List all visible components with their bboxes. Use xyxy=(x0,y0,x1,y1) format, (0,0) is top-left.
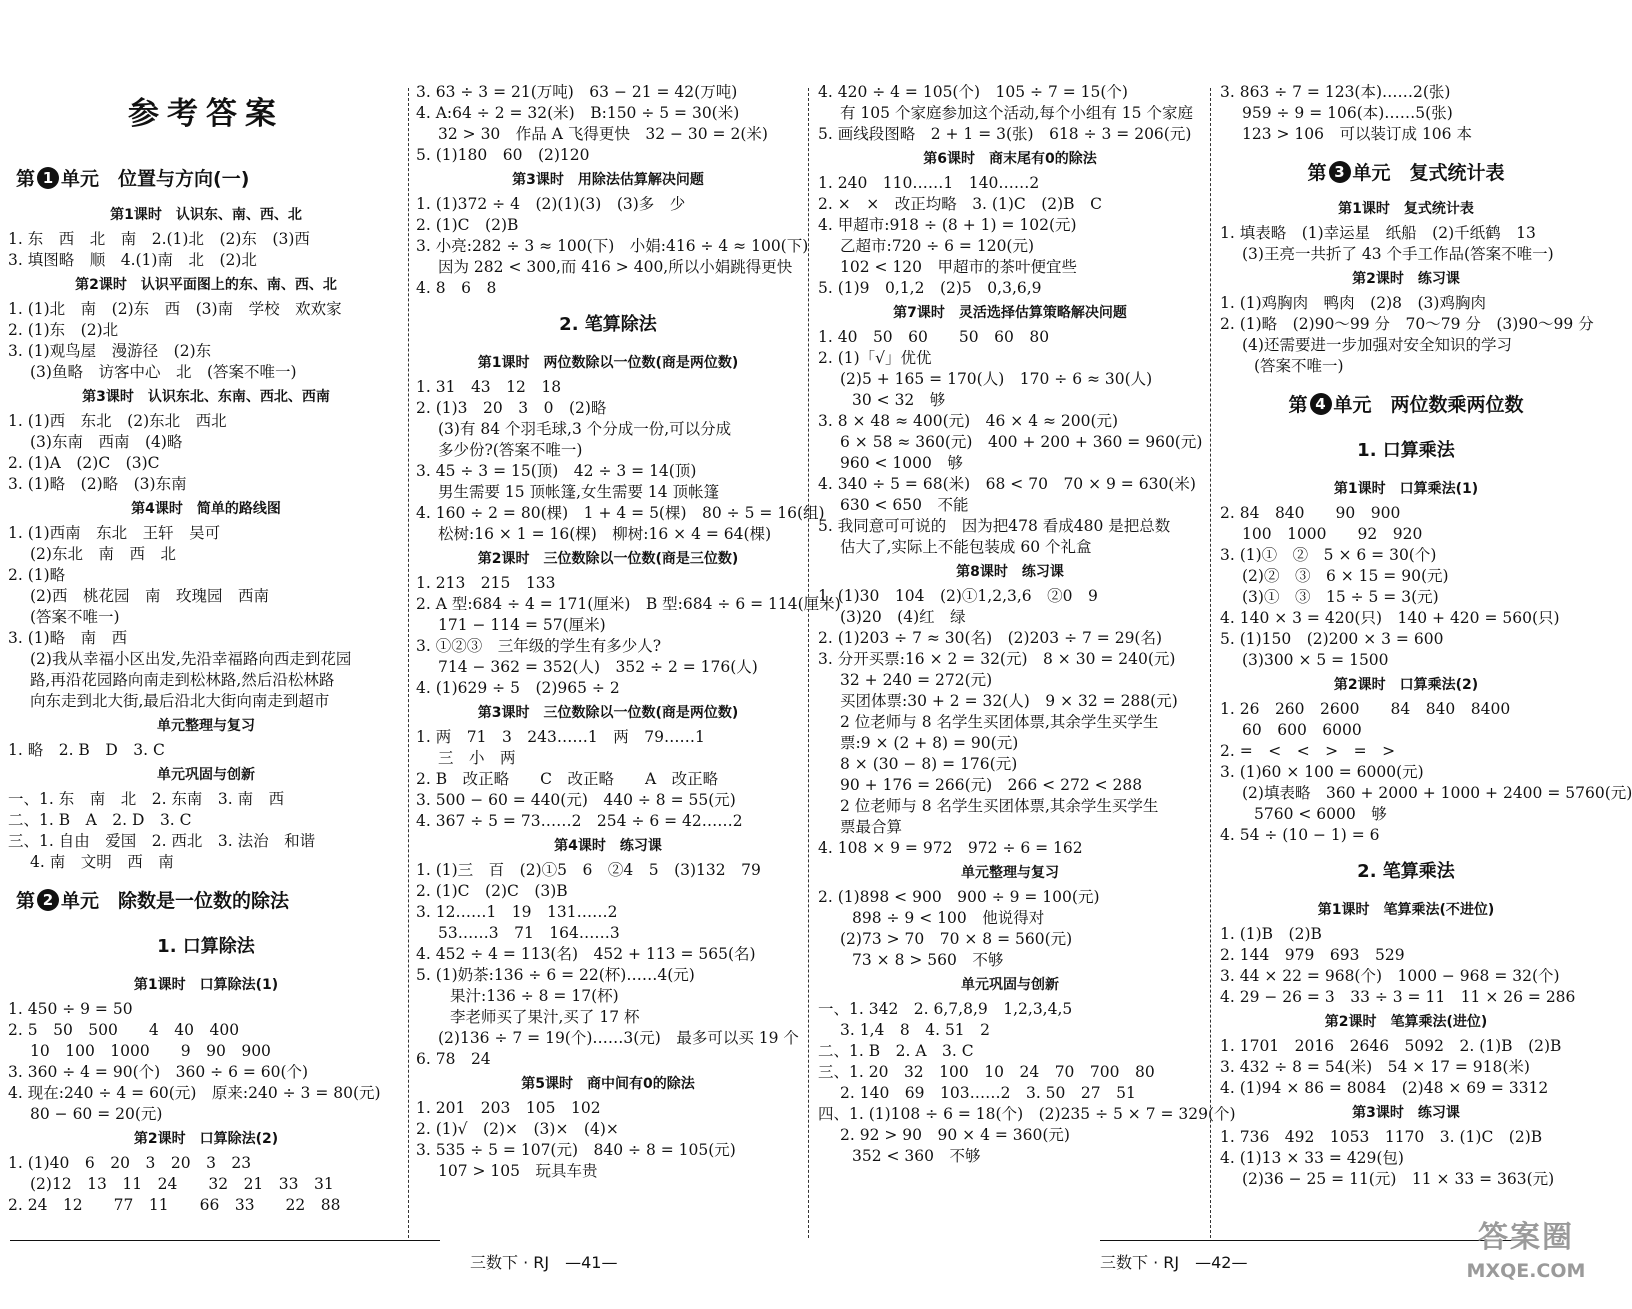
section-heading: 2. 笔算除法 xyxy=(559,314,657,335)
answer-line: 4. (1)13 × 33 = 429(包) xyxy=(1220,1149,1404,1167)
answer-line: 三 小 两 xyxy=(438,749,516,767)
answer-line: 1. 东 西 北 南 2.(1)北 (2)东 (3)西 xyxy=(8,230,310,248)
answer-line: 1. 240 110……1 140……2 xyxy=(818,174,1040,192)
answer-line: 30 < 32 够 xyxy=(852,391,946,409)
unit-prefix: 第 xyxy=(16,168,36,190)
answer-line: 3. 1,4 8 4. 51 2 xyxy=(840,1021,991,1039)
answer-line: (3)东南 西南 (4)略 xyxy=(30,433,183,451)
answer-line: 1. (1)鸡胸肉 鸭肉 (2)8 (3)鸡胸肉 xyxy=(1220,294,1486,312)
unit-number-badge: 2 xyxy=(37,889,59,911)
lesson-heading: 第6课时 商末尾有0的除法 xyxy=(923,151,1097,167)
answer-line: 估大了,实际上不能包装成 60 个礼盒 xyxy=(840,538,1092,556)
lesson-heading: 第1课时 两位数除以一位数(商是两位数) xyxy=(477,355,739,371)
lesson-heading: 第1课时 认识东、南、西、北 xyxy=(110,207,302,223)
answer-line: (2)12 13 11 24 32 21 33 31 xyxy=(30,1175,334,1193)
answer-line: 352 < 360 不够 xyxy=(852,1147,981,1165)
col1-block-a xyxy=(8,203,404,873)
answer-line: 3. 432 ÷ 8 = 54(米) 54 × 17 = 918(米) xyxy=(1220,1058,1530,1076)
answer-line: 乙超市:720 ÷ 6 = 120(元) xyxy=(840,237,1035,255)
column-4 xyxy=(1220,82,1632,1232)
col3-block xyxy=(818,82,1236,1167)
answer-line: 4. (1)94 × 86 = 8084 (2)48 × 69 = 3312 xyxy=(1220,1079,1549,1097)
answer-line: 5. 画线段图略 2 + 1 = 3(张) 618 ÷ 3 = 206(元) xyxy=(818,125,1192,143)
answer-line: 960 < 1000 够 xyxy=(840,454,963,472)
answer-line: 四、1. (1)108 ÷ 6 = 18(个) (2)235 ÷ 5 × 7 = 329(个) xyxy=(818,1105,1236,1123)
answer-line: 2. 24 12 77 11 66 33 22 88 xyxy=(8,1196,341,1214)
answer-line: 2. 5 50 500 4 40 400 xyxy=(8,1021,240,1039)
unit-prefix: 第 xyxy=(16,890,36,912)
section-heading: 1. 口算除法 xyxy=(157,936,255,957)
answer-line: 3. 8 × 48 ≈ 400(元) 46 × 4 ≈ 200(元) xyxy=(818,412,1119,430)
answer-line: 4. 8 6 8 xyxy=(416,279,497,297)
answer-line: 4. A:64 ÷ 2 = 32(米) B:150 ÷ 5 = 30(米) xyxy=(416,104,740,122)
answer-line: 2. (1)3 20 3 0 (2)略 xyxy=(416,399,607,417)
lesson-heading: 第2课时 认识平面图上的东、南、西、北 xyxy=(75,277,337,293)
answer-line: 因为 282 < 300,而 416 > 400,所以小娟跳得更快 xyxy=(438,258,793,276)
answer-line: 3. (1)① ② 5 × 6 = 30(个) xyxy=(1220,546,1437,564)
lesson-heading: 第1课时 复式统计表 xyxy=(1338,201,1474,217)
answer-line: 2. = < < > = > xyxy=(1220,742,1396,760)
answer-line: 123 > 106 可以装订成 106 本 xyxy=(1242,125,1472,143)
answer-line: 2 位老师与 8 名学生买团体票,其余学生买学生 xyxy=(840,713,1159,731)
answer-line: 李老师买了果汁,买了 17 杯 xyxy=(450,1008,640,1026)
answer-line: 2 位老师与 8 名学生买团体票,其余学生买学生 xyxy=(840,797,1159,815)
answer-line: 路,再沿花园路向南走到松林路,然后沿松林路 xyxy=(30,671,335,689)
answer-line: 1. 略 2. B D 3. C xyxy=(8,741,165,759)
answer-line: 90 + 176 = 266(元) 266 < 272 < 288 xyxy=(840,776,1143,794)
section-heading: 1. 口算乘法 xyxy=(1357,440,1455,461)
answer-line: 3. (1)略 南 西 xyxy=(8,629,128,647)
answer-line: 630 < 650 不能 xyxy=(840,496,969,514)
answer-line: 3. 535 ÷ 5 = 107(元) 840 ÷ 8 = 105(元) xyxy=(416,1141,736,1159)
lesson-heading: 第2课时 口算乘法(2) xyxy=(1333,677,1479,693)
answer-line: (3)有 84 个羽毛球,3 个分成一份,可以分成 xyxy=(438,420,732,438)
answer-line: 8 × (30 − 8) = 176(元) xyxy=(840,755,1018,773)
answer-line: 3. 44 × 22 = 968(个) 1000 − 968 = 32(个) xyxy=(1220,967,1560,985)
answer-line: (2)我从幸福小区出发,先沿幸福路向西走到花园 xyxy=(30,650,352,668)
answer-line: 898 ÷ 9 < 100 他说得对 xyxy=(852,909,1045,927)
answer-line: (答案不唯一) xyxy=(30,608,120,626)
answer-line: 1. 213 215 133 xyxy=(416,574,556,592)
answer-line: 1. (1)B (2)B xyxy=(1220,925,1322,943)
answer-line: (3)王亮一共折了 43 个手工作品(答案不唯一) xyxy=(1242,245,1554,263)
answer-line: 4. 367 ÷ 5 = 73……2 254 ÷ 6 = 42……2 xyxy=(416,812,743,830)
answer-line: 4. 140 × 3 = 420(只) 140 + 420 = 560(只) xyxy=(1220,609,1560,627)
section-heading: 2. 笔算乘法 xyxy=(1357,861,1455,882)
column-divider xyxy=(808,88,809,1238)
answer-line: 6. 78 24 xyxy=(416,1050,491,1068)
answer-line: 松树:16 × 1 = 16(棵) 柳树:16 × 4 = 64(棵) xyxy=(438,525,772,543)
answer-line: (2)136 ÷ 7 = 19(个)……3(元) 最多可以买 19 个 xyxy=(438,1029,799,1047)
col2-block xyxy=(416,82,841,1182)
lesson-heading: 单元巩固与创新 xyxy=(961,977,1059,993)
watermark-url: MXQE.COM xyxy=(1466,1260,1586,1282)
answer-line: 102 < 120 甲超市的茶叶便宜些 xyxy=(840,258,1078,276)
answer-line: 100 1000 92 920 xyxy=(1242,525,1423,543)
answer-line: 3. 小亮:282 ÷ 3 ≈ 100(下) 小娟:416 ÷ 4 ≈ 100(下) xyxy=(416,237,809,255)
answer-line: 1. (1)西南 东北 王轩 吴可 xyxy=(8,524,221,542)
answer-line: 2. 140 69 103……2 3. 50 27 51 xyxy=(840,1084,1136,1102)
lesson-heading: 第2课时 口算除法(2) xyxy=(133,1131,279,1147)
answer-line: 3. 12……1 19 131……2 xyxy=(416,903,618,921)
lesson-heading: 单元整理与复习 xyxy=(157,718,255,734)
answer-line: 107 > 105 玩具车贵 xyxy=(438,1162,598,1180)
answer-line: 3. 500 − 60 = 440(元) 440 ÷ 8 = 55(元) xyxy=(416,791,736,809)
lesson-heading: 第3课时 用除法估算解决问题 xyxy=(512,172,704,188)
answer-line: 4. 452 ÷ 4 = 113(名) 452 + 113 = 565(名) xyxy=(416,945,756,963)
answer-line: 1. 两 71 3 243……1 两 79……1 xyxy=(416,728,705,746)
answer-line: (2)② ③ 6 × 15 = 90(元) xyxy=(1242,567,1449,585)
lesson-heading: 第2课时 练习课 xyxy=(1352,271,1460,287)
answer-line: 2. × × 改正均略 3. (1)C (2)B C xyxy=(818,195,1102,213)
answer-line: 1. 201 203 105 102 xyxy=(416,1099,601,1117)
col4-block-a xyxy=(1220,82,1592,145)
lesson-heading: 第3课时 三位数除以一位数(商是两位数) xyxy=(477,705,739,721)
answer-line: 2. (1)√ (2)× (3)× (4)× xyxy=(416,1120,619,1138)
unit-1-heading xyxy=(16,159,404,199)
answer-line: 向东走到北大街,最后沿北大街向南走到超市 xyxy=(30,692,330,710)
lesson-heading: 第1课时 口算除法(1) xyxy=(133,977,279,993)
lesson-heading: 第8课时 练习课 xyxy=(956,564,1064,580)
answer-line: 1. (1)30 104 (2)①1,2,3,6 ②0 9 xyxy=(818,587,1098,605)
page-title: 参考答案 xyxy=(128,96,284,132)
answer-line: 2. (1)「√」优优 xyxy=(818,349,932,367)
answer-line: 3. (1)60 × 100 = 6000(元) xyxy=(1220,763,1424,781)
unit-title: 单元 位置与方向(一) xyxy=(61,168,250,190)
answer-line: 2. A 型:684 ÷ 4 = 171(厘米) B 型:684 ÷ 6 = 114(厘米) xyxy=(416,595,841,613)
unit-4-heading xyxy=(1220,385,1592,425)
answer-line: 3. 分开买票:16 × 2 = 32(元) 8 × 30 = 240(元) xyxy=(818,650,1176,668)
answer-line: 3. 填图略 顺 4.(1)南 北 (2)北 xyxy=(8,251,257,269)
answer-line: 5. (1)180 60 (2)120 xyxy=(416,146,590,164)
answer-line: 4. 29 − 26 = 3 33 ÷ 3 = 11 11 × 26 = 286 xyxy=(1220,988,1576,1006)
answer-line: 1. 26 260 2600 84 840 8400 xyxy=(1220,700,1511,718)
answer-line: 2. (1)东 (2)北 xyxy=(8,321,119,339)
column-1 xyxy=(8,82,404,1232)
answer-line: 5. (1)150 (2)200 × 3 = 600 xyxy=(1220,630,1444,648)
lesson-heading: 第1课时 笔算乘法(不进位) xyxy=(1317,902,1495,918)
answer-line: 1. 450 ÷ 9 = 50 xyxy=(8,1000,133,1018)
answer-line: (2)73 > 70 70 × 8 = 560(元) xyxy=(840,930,1073,948)
lesson-heading: 第3课时 认识东北、东南、西北、西南 xyxy=(82,389,330,405)
watermark-logo xyxy=(1455,1218,1597,1302)
answer-line: 4. 南 文明 西 南 xyxy=(30,853,174,871)
answer-line: 1. 736 492 1053 1170 3. (1)C (2)B xyxy=(1220,1128,1543,1146)
answer-line: 二、1. B 2. A 3. C xyxy=(818,1042,974,1060)
answer-line: (3)鱼略 访客中心 北 (答案不唯一) xyxy=(30,363,297,381)
answer-line: 2. 144 979 693 529 xyxy=(1220,946,1405,964)
lesson-heading: 第1课时 口算乘法(1) xyxy=(1333,481,1479,497)
answer-line: 1. (1)北 南 (2)东 西 (3)南 学校 欢欢家 xyxy=(8,300,342,318)
answer-line: 171 − 114 = 57(厘米) xyxy=(438,616,606,634)
answer-line: 4. 现在:240 ÷ 4 = 60(元) 原来:240 ÷ 3 = 80(元) xyxy=(8,1084,381,1102)
answer-line: 714 − 362 = 352(人) 352 ÷ 2 = 176(人) xyxy=(438,658,758,676)
col4-block-b xyxy=(1220,197,1592,377)
lesson-heading: 单元整理与复习 xyxy=(961,865,1059,881)
answer-line: 买团体票:30 + 2 = 32(人) 9 × 32 = 288(元) xyxy=(840,692,1178,710)
column-divider xyxy=(1210,88,1211,1238)
watermark-text: 答案圈 xyxy=(1478,1220,1574,1255)
answer-line: 2. (1)略 xyxy=(8,566,66,584)
lesson-heading: 第4课时 练习课 xyxy=(554,838,662,854)
answer-line: 4. 340 ÷ 5 = 68(米) 68 < 70 70 × 9 = 630(米) xyxy=(818,475,1196,493)
answer-line: 3. 63 ÷ 3 = 21(万吨) 63 − 21 = 42(万吨) xyxy=(416,83,738,101)
answer-line: (2)填表略 360 + 2000 + 1000 + 2400 = 5760(元) xyxy=(1242,784,1632,802)
answer-line: 三、1. 自由 爱国 2. 西北 3. 法治 和谐 xyxy=(8,832,316,850)
answer-line: 53……3 71 164……3 xyxy=(438,924,620,942)
unit-number-badge: 1 xyxy=(37,167,59,189)
footer-rule xyxy=(10,1240,440,1241)
unit-title: 单元 除数是一位数的除法 xyxy=(61,890,290,912)
answer-line: 一、1. 东 南 北 2. 东南 3. 南 西 xyxy=(8,790,285,808)
lesson-heading: 第7课时 灵活选择估算策略解决问题 xyxy=(893,305,1127,321)
answer-line: 一、1. 342 2. 6,7,8,9 1,2,3,4,5 xyxy=(818,1000,1073,1018)
answer-line: 10 100 1000 9 90 900 xyxy=(30,1042,271,1060)
answer-line: 1. (1)40 6 20 3 20 3 23 xyxy=(8,1154,252,1172)
answer-line: 2. (1)C (2)B xyxy=(416,216,519,234)
answer-line: 4. 160 ÷ 2 = 80(棵) 1 + 4 = 5(棵) 80 ÷ 5 = 16(组) xyxy=(416,504,825,522)
answer-line: 1. 40 50 60 50 60 80 xyxy=(818,328,1050,346)
unit-number-badge: 3 xyxy=(1329,161,1351,183)
unit-2-heading xyxy=(16,881,404,921)
answer-line: 1. 1701 2016 2646 5092 2. (1)B (2)B xyxy=(1220,1037,1562,1055)
answer-line: 2. B 改正略 C 改正略 A 改正略 xyxy=(416,770,719,788)
page-number-left: 三数下 · RJ —41— xyxy=(470,1253,618,1272)
answer-line: 1. 填表略 (1)幸运星 纸船 (2)千纸鹤 13 xyxy=(1220,224,1536,242)
answer-line: 2. 84 840 90 900 xyxy=(1220,504,1401,522)
answer-line: 3. 360 ÷ 4 = 90(个) 360 ÷ 6 = 60(个) xyxy=(8,1063,309,1081)
answer-line: (2)西 桃花园 南 玫瑰园 西南 xyxy=(30,587,269,605)
answer-line: 票最合算 xyxy=(840,818,903,836)
answer-line: 1. 31 43 12 18 xyxy=(416,378,562,396)
page-number-right: 三数下 · RJ —42— xyxy=(1100,1253,1248,1272)
answer-line: 5760 < 6000 够 xyxy=(1254,805,1387,823)
answer-line: 3. 45 ÷ 3 = 15(顶) 42 ÷ 3 = 14(顶) xyxy=(416,462,697,480)
answer-line: 2. (1)203 ÷ 7 ≈ 30(名) (2)203 ÷ 7 = 29(名) xyxy=(818,629,1163,647)
answer-line: (4)还需要进一步加强对安全知识的学习 xyxy=(1242,336,1512,354)
unit-prefix: 第 xyxy=(1307,162,1327,184)
unit-title: 单元 复式统计表 xyxy=(1352,162,1505,184)
answer-line: 2. (1)898 < 900 900 ÷ 9 = 100(元) xyxy=(818,888,1100,906)
column-2 xyxy=(416,82,841,1232)
column-divider xyxy=(408,88,409,1238)
answer-line: 6 × 58 ≈ 360(元) 400 + 200 + 360 = 960(元) xyxy=(840,433,1203,451)
unit-number-badge: 4 xyxy=(1310,393,1332,415)
answer-line: 2. (1)略 (2)90～99 分 70～79 分 (3)90～99 分 xyxy=(1220,315,1594,333)
unit-title: 单元 两位数乘两位数 xyxy=(1333,394,1524,416)
answer-line: 果汁:136 ÷ 8 = 17(杯) xyxy=(450,987,619,1005)
answer-line: 3. (1)观鸟屋 漫游径 (2)东 xyxy=(8,342,212,360)
answer-line: 男生需要 15 顶帐篷,女生需要 14 顶帐篷 xyxy=(438,483,720,501)
lesson-heading: 单元巩固与创新 xyxy=(157,767,255,783)
answer-line: 4. (1)629 ÷ 5 (2)965 ÷ 2 xyxy=(416,679,620,697)
answer-line: 4. 甲超市:918 ÷ (8 + 1) = 102(元) xyxy=(818,216,1077,234)
answer-line: 73 × 8 > 560 不够 xyxy=(852,951,1004,969)
answer-line: 1. (1)372 ÷ 4 (2)(1)(3) (3)多 少 xyxy=(416,195,686,213)
answer-line: 5. (1)9 0,1,2 (2)5 0,3,6,9 xyxy=(818,279,1042,297)
lesson-heading: 第2课时 三位数除以一位数(商是三位数) xyxy=(477,551,739,567)
answer-line: 2. (1)C (2)C (3)B xyxy=(416,882,568,900)
col1-block-b xyxy=(8,927,404,1216)
answer-line: (答案不唯一) xyxy=(1254,357,1344,375)
answer-line: 2. 92 > 90 90 × 4 = 360(元) xyxy=(840,1126,1070,1144)
lesson-heading: 第3课时 练习课 xyxy=(1352,1105,1460,1121)
answer-line: 4. 420 ÷ 4 = 105(个) 105 ÷ 7 = 15(个) xyxy=(818,83,1128,101)
answer-line: (2)东北 南 西 北 xyxy=(30,545,176,563)
answer-line: (3)① ③ 15 ÷ 5 = 3(元) xyxy=(1242,588,1439,606)
answer-line: 4. 54 ÷ (10 − 1) = 6 xyxy=(1220,826,1380,844)
col4-block-c xyxy=(1220,431,1632,1190)
answer-line: 三、1. 20 32 100 10 24 70 700 80 xyxy=(818,1063,1155,1081)
answer-line: 1. (1)三 百 (2)①5 6 ②4 5 (3)132 79 xyxy=(416,861,761,879)
answer-line: 32 > 30 作品 A 飞得更快 32 − 30 = 2(米) xyxy=(438,125,768,143)
answer-line: 二、1. B A 2. D 3. C xyxy=(8,811,192,829)
answer-line: 959 ÷ 9 = 106(本)……5(张) xyxy=(1242,104,1453,122)
answer-line: 票:9 × (2 + 8) = 90(元) xyxy=(840,734,1019,752)
answer-line: 1. (1)西 东北 (2)东北 西北 xyxy=(8,412,227,430)
answer-line: 3. 863 ÷ 7 = 123(本)……2(张) xyxy=(1220,83,1451,101)
answer-line: 5. 我同意可可说的 因为把478 看成480 是把总数 xyxy=(818,517,1171,535)
answer-line: (3)20 (4)红 绿 xyxy=(840,608,966,626)
answer-line: 5. (1)奶茶:136 ÷ 6 = 22(杯)……4(元) xyxy=(416,966,695,984)
answer-line: 32 + 240 = 272(元) xyxy=(840,671,993,689)
answer-line: (2)5 + 165 = 170(人) 170 ÷ 6 ≈ 30(人) xyxy=(840,370,1153,388)
answer-line: 60 600 6000 xyxy=(1242,721,1362,739)
unit-prefix: 第 xyxy=(1288,394,1308,416)
answer-line: 有 105 个家庭参加这个活动,每个小组有 15 个家庭 xyxy=(840,104,1193,122)
answer-line: 多少份?(答案不唯一) xyxy=(438,441,583,459)
lesson-heading: 第2课时 笔算乘法(进位) xyxy=(1324,1014,1488,1030)
answer-line: 2. (1)A (2)C (3)C xyxy=(8,454,160,472)
lesson-heading: 第5课时 商中间有0的除法 xyxy=(521,1076,695,1092)
answer-line: 4. 108 × 9 = 972 972 ÷ 6 = 162 xyxy=(818,839,1083,857)
answer-line: 80 − 60 = 20(元) xyxy=(30,1105,163,1123)
unit-3-heading xyxy=(1220,153,1592,193)
column-3 xyxy=(818,82,1236,1232)
answer-line: (2)36 − 25 = 11(元) 11 × 33 = 363(元) xyxy=(1242,1170,1555,1188)
lesson-heading: 第4课时 简单的路线图 xyxy=(131,501,281,517)
answer-line: 3. ①②③ 三年级的学生有多少人? xyxy=(416,637,662,655)
answer-line: 3. (1)略 (2)略 (3)东南 xyxy=(8,475,187,493)
answer-line: (3)300 × 5 = 1500 xyxy=(1242,651,1389,669)
